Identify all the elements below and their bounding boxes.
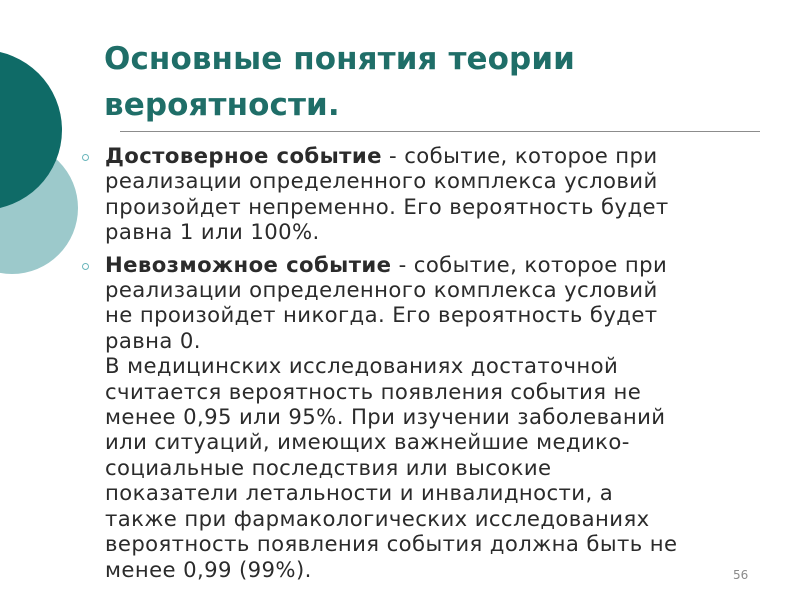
bullet-circle-icon [82,263,89,270]
bullet-term: Достоверное событие [105,143,382,168]
bullet-line: социальные последствия или высокие [105,454,552,480]
bullet-circle-icon [82,154,89,161]
title-divider [120,131,760,132]
bullet-first-line [105,143,797,168]
bullet-text: - событие, которое при [381,143,658,168]
bullet-certain-event [82,143,797,245]
bullet-line: произойдет непременно. Его вероятность будет [105,193,669,219]
bullet-line: или ситуаций, имеющих важнейшие медико- [105,429,630,455]
bullet-line: В медицинских исследованиях достаточной [105,353,619,379]
title-line-2: вероятности. [104,87,340,123]
bullet-line: равна 0. [105,327,201,353]
bullet-line: не произойдет никогда. Его вероятность будет [105,302,658,328]
page-number: 56 [733,568,749,582]
bullet-line: также при фармакологических исследованиях [105,505,650,531]
bullet-line: вероятность появления события должна быть не [105,531,678,557]
bullet-text: - событие, которое при [391,251,668,277]
bullet-line: менее 0,99 (99%). [105,556,312,582]
bullet-line: менее 0,95 или 95%. При изучении заболеваний [105,404,666,430]
bullet-line: реализации определенного комплекса условий [105,168,658,194]
bullet-term: Невозможное событие [105,251,392,277]
slide-title [104,36,744,128]
bullet-impossible-event [82,252,797,582]
bullet-line: реализации определенного комплекса условий [105,277,658,303]
bullet-line: показатели летальности и инвалидности, а [105,480,614,506]
bullet-line: считается вероятность появления события не [105,378,642,404]
slide-body [82,143,797,589]
bullet-first-line [105,252,797,277]
bullet-line: равна 1 или 100%. [105,219,320,245]
title-line-1: Основные понятия теории [104,41,575,77]
